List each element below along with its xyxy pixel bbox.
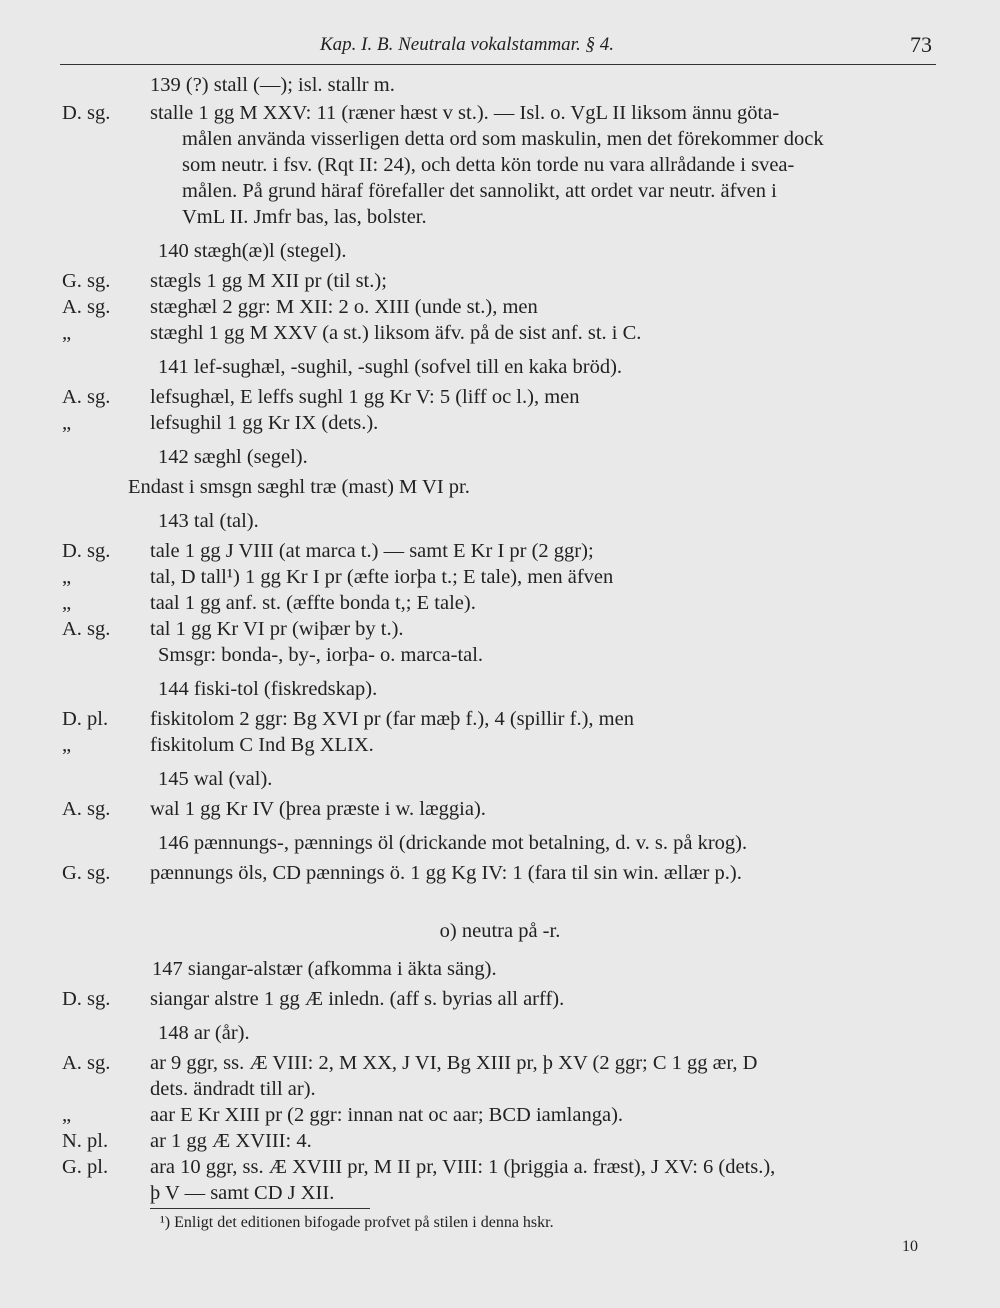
page-header: [60, 30, 936, 65]
line-text: ar 1 gg Æ XVIII: 4.: [150, 1130, 312, 1152]
line-text: fiskitolum C Ind Bg XLIX.: [150, 734, 374, 756]
section-heading-text: o) neutra på -r.: [439, 920, 561, 942]
page-number: 73: [910, 32, 932, 57]
line-text: stægls 1 gg M XII pr (til st.);: [150, 270, 387, 292]
line-text: lefsughil 1 gg Kr IX (dets.).: [150, 412, 379, 434]
grammatical-label: „: [62, 412, 72, 434]
grammatical-label: „: [62, 1104, 72, 1126]
line-text: 142 sæghl (segel).: [158, 446, 308, 468]
line-text: siangar alstre 1 gg Æ inledn. (aff s. byrias all arff).: [150, 988, 565, 1010]
line-text: tale 1 gg J VIII (at marca t.) — samt E Kr I pr (2 ggr);: [150, 540, 594, 562]
line-text: 140 stægh(æ)l (stegel).: [158, 240, 347, 262]
line-text: tal, D tall¹) 1 gg Kr I pr (æfte iorþa t.; E tale), men äfven: [150, 566, 614, 588]
line-text: 139 (?) stall (—); isl. stallr m.: [150, 74, 395, 96]
grammatical-label: „: [62, 734, 72, 756]
grammatical-label: G. pl.: [62, 1156, 109, 1178]
grammatical-label: „: [62, 592, 72, 614]
grammatical-label: A. sg.: [62, 296, 111, 318]
grammatical-label: A. sg.: [62, 1052, 111, 1074]
line-text: målen använda visserligen detta ord som maskulin, men det förekommer dock: [182, 128, 824, 150]
footnote-rule: [150, 1208, 370, 1209]
line-text: lefsughæl, E leffs sughl 1 gg Kr V: 5 (liff oc l.), men: [150, 386, 580, 408]
line-text: 148 ar (år).: [158, 1022, 250, 1044]
grammatical-label: G. sg.: [62, 862, 111, 884]
line-text: stæghl 1 gg M XXV (a st.) liksom äfv. på de sist anf. st. i C.: [150, 322, 642, 344]
grammatical-label: „: [62, 322, 72, 344]
grammatical-label: A. sg.: [62, 386, 111, 408]
line-text: 143 tal (tal).: [158, 510, 259, 532]
grammatical-label: D. pl.: [62, 708, 109, 730]
line-text: Smsgr: bonda-, by-, iorþa- o. marca-tal.: [158, 644, 484, 666]
signature-mark: 10: [902, 1238, 918, 1255]
grammatical-label: G. sg.: [62, 270, 111, 292]
grammatical-label: „: [62, 566, 72, 588]
line-text: stæghæl 2 ggr: M XII: 2 o. XIII (unde st.), men: [150, 296, 538, 318]
line-text: pænnungs öls, CD pænnings ö. 1 gg Kg IV: 1 (fara til sin win. ællær p.).: [150, 862, 742, 884]
grammatical-label: D. sg.: [62, 102, 111, 124]
line-text: taal 1 gg anf. st. (æffte bonda t,; E tale).: [150, 592, 476, 614]
header-title: Kap. I. B. Neutrala vokalstammar. § 4.: [320, 34, 614, 55]
grammatical-label: D. sg.: [62, 540, 111, 562]
line-text: wal 1 gg Kr IV (þrea præste i w. læggia).: [150, 798, 486, 820]
line-text: stalle 1 gg M XXV: 11 (ræner hæst v st.). — Isl. o. VgL II liksom ännu göta-: [150, 102, 780, 124]
grammatical-label: N. pl.: [62, 1130, 109, 1152]
line-text: målen. På grund häraf förefaller det sannolikt, att ordet var neutr. äfven i: [182, 180, 777, 202]
line-text: þ V — samt CD J XII.: [150, 1182, 335, 1204]
line-text: 147 siangar-alstær (afkomma i äkta säng).: [152, 958, 497, 980]
line-text: 145 wal (val).: [158, 768, 273, 790]
line-text: 144 fiski-tol (fiskredskap).: [158, 678, 378, 700]
line-text: 141 lef-sughæl, -sughil, -sughl (sofvel till en kaka bröd).: [158, 356, 623, 378]
line-text: aar E Kr XIII pr (2 ggr: innan nat oc aar; BCD iamlanga).: [150, 1104, 624, 1126]
line-text: som neutr. i fsv. (Rqt II: 24), och detta kön torde nu vara allrådande i svea-: [182, 154, 795, 176]
line-text: fiskitolom 2 ggr: Bg XVI pr (far mæþ f.), 4 (spillir f.), men: [150, 708, 634, 730]
line-text: ara 10 ggr, ss. Æ XVIII pr, M II pr, VIII: 1 (þriggia a. fræst), J XV: 6 (dets.),: [150, 1156, 776, 1178]
grammatical-label: A. sg.: [62, 798, 111, 820]
footnote: ¹) Enligt det editionen bifogade profvet på stilen i denna hskr.: [160, 1214, 554, 1231]
line-text: VmL II. Jmfr bas, las, bolster.: [182, 206, 427, 228]
line-text: 146 pænnungs-, pænnings öl (drickande mot betalning, d. v. s. på krog).: [158, 832, 748, 854]
line-text: ar 9 ggr, ss. Æ VIII: 2, M XX, J VI, Bg XIII pr, þ XV (2 ggr; C 1 gg ær, D: [150, 1052, 758, 1074]
line-text: dets. ändradt till ar).: [150, 1078, 316, 1100]
line-text: Endast i smsgn sæghl træ (mast) M VI pr.: [128, 476, 470, 498]
line-text: tal 1 gg Kr VI pr (wiþær by t.).: [150, 618, 404, 640]
grammatical-label: A. sg.: [62, 618, 111, 640]
section-heading: [0, 918, 1000, 944]
grammatical-label: D. sg.: [62, 988, 111, 1010]
